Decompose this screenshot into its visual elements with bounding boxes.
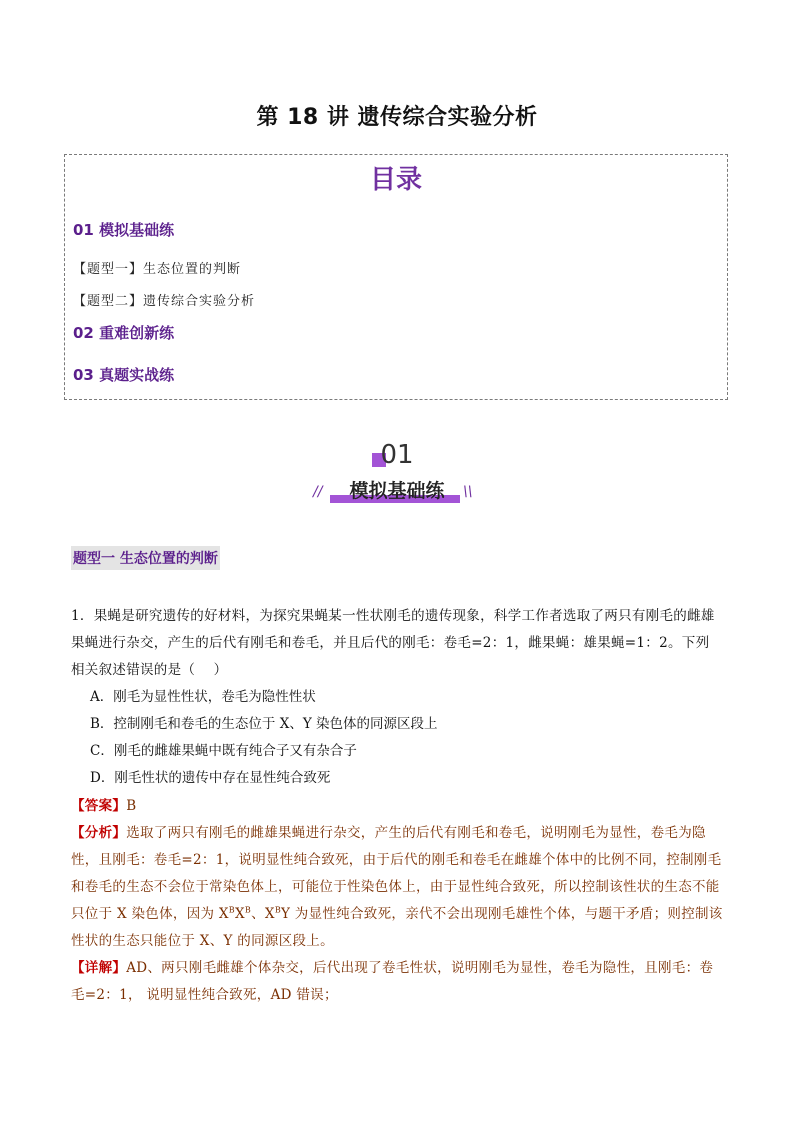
toc-heading: 目录 <box>369 165 422 195</box>
analysis-paragraph <box>71 820 723 955</box>
option-b: B．控制刚毛和卷毛的生态位于 X、Y 染色体的同源区段上 <box>90 716 438 732</box>
decor-slash-right: \\ <box>463 484 473 500</box>
toc-item-type-1[interactable]: 【题型一】生态位置的判断 <box>73 262 242 277</box>
toc-item-section-03[interactable]: 03 真题实战练 <box>73 366 175 384</box>
analysis-sup-3: B <box>274 905 281 915</box>
option-c: C．刚毛的雌雄果蝇中既有纯合子又有杂合子 <box>90 743 357 759</box>
decor-slash-left: // <box>313 484 323 500</box>
option-d: D．刚毛性状的遗传中存在显性纯合致死 <box>90 770 331 786</box>
analysis-text-mid-2: 、X <box>251 906 275 922</box>
analysis-tag: 【分析】 <box>71 825 127 841</box>
analysis-text-mid-1: X <box>234 906 245 922</box>
section-number: 01 <box>380 440 414 470</box>
question-stem: 1．果蝇是研究遗传的好材料，为探究果蝇某一性状刚毛的遗传现象，科学工作者选取了两只有刚毛的雌雄果蝇进行杂交，产生的后代有刚毛和卷毛，并且后代的刚毛：卷毛=2：1，雌果蝇：雄果蝇=1：2。下列相关叙述错误的是（ ） <box>71 608 715 678</box>
detail-tag: 【详解】 <box>71 960 127 976</box>
table-of-contents <box>64 154 728 400</box>
analysis-text-2: Y 为显性纯合致死，亲代不会出现刚毛雄性个体，与题干矛盾；则控制该性状的生态只能位于 X、Y 的同源区段上。 <box>71 906 723 949</box>
toc-item-section-02[interactable]: 02 重难创新练 <box>73 324 175 342</box>
answer-tag: 【答案】 <box>71 798 127 814</box>
toc-item-type-2[interactable]: 【题型二】遗传综合实验分析 <box>73 294 256 309</box>
section-title: 模拟基础练 <box>349 480 445 502</box>
answer-value: B <box>126 798 137 814</box>
analysis-text-1: 选取了两只有刚毛的雌雄果蝇进行杂交，产生的后代有刚毛和卷毛，说明刚毛为显性，卷毛为隐性，且刚毛：卷毛=2：1，说明显性纯合致死，由于后代的刚毛和卷毛在雌雄个体中的比例不同，控制刚毛和卷毛的生态不会位于常染色体上，可能位于性染色体上，由于显性纯合致死，所以控制该性状的生态不能只位于 X 染色体，因为 X <box>71 825 722 922</box>
toc-item-section-01[interactable]: 01 模拟基础练 <box>73 221 175 239</box>
document-title: 第 18 讲 遗传综合实验分析 <box>256 105 538 130</box>
question-type-label: 题型一 生态位置的判断 <box>71 546 220 570</box>
answer-line <box>71 793 723 820</box>
analysis-sup-2: B <box>244 905 252 915</box>
option-a: A．刚毛为显性性状，卷毛为隐性性状 <box>90 689 316 705</box>
detail-paragraph <box>71 955 723 1009</box>
analysis-sup-1: B <box>228 905 235 915</box>
detail-text: AD、两只刚毛雌雄个体杂交，后代出现了卷毛性状，说明刚毛为显性，卷毛为隐性，且刚毛：卷毛=2：1， 说明显性纯合致死，AD 错误； <box>71 960 714 1003</box>
section-badge <box>0 440 794 510</box>
